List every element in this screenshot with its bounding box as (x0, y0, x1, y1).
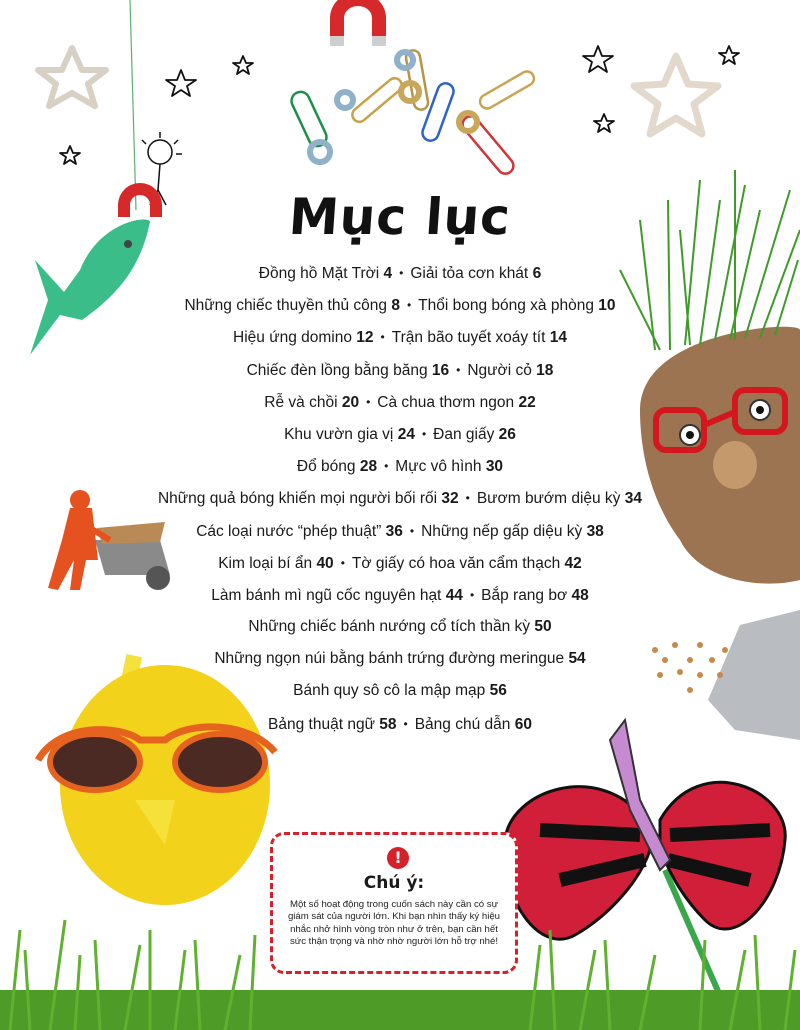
toc-entry-title: Đan giấy (433, 425, 495, 443)
toc-separator: • (409, 523, 415, 538)
toc-separator: • (366, 394, 371, 409)
toc-page-number: 4 (383, 265, 393, 282)
toc-line (130, 260, 670, 292)
toc-entry-title: Khu vườn gia vị (284, 425, 394, 443)
toc-page-number: 60 (514, 715, 532, 733)
toc-page-number: 34 (624, 490, 642, 508)
toc-page-number: 26 (498, 425, 516, 443)
toc-entry-title: Các loại nước “phép thuật” (196, 522, 382, 540)
toc-line (130, 324, 670, 356)
table-of-contents (130, 260, 670, 743)
toc-entry-title: Những quả bóng khiến mọi người bối rối (157, 490, 438, 508)
toc-separator: • (384, 459, 389, 474)
toc-page-number: 56 (489, 682, 507, 700)
star-icon (60, 146, 80, 164)
toc-line (130, 678, 670, 710)
toc-line (130, 582, 670, 614)
toc-separator: • (380, 330, 385, 345)
toc-separator: • (403, 716, 408, 731)
toc-separator: • (399, 266, 404, 280)
toc-entry-title: Những chiếc bánh nướng cổ tích thần kỳ (248, 618, 531, 636)
toc-separator: • (421, 426, 427, 441)
toc-line (130, 518, 670, 550)
toc-entry-title: Những nếp gấp diệu kỳ (421, 522, 583, 540)
star-icon (583, 46, 613, 72)
toc-page-number: 30 (485, 458, 504, 476)
yarn-star-right (634, 56, 718, 134)
toc-entry-title: Mực vô hình (395, 458, 482, 476)
toc-page-number: 36 (385, 522, 403, 540)
yarn-star-left (38, 48, 106, 106)
toc-line (130, 646, 670, 678)
toc-page-number: 10 (598, 297, 616, 315)
toc-line (130, 485, 670, 517)
toc-entry-title: Bảng chú dẫn (414, 715, 511, 733)
toc-line (130, 711, 670, 743)
toc-line (130, 389, 670, 421)
toc-entry-title: Bắp rang bơ (481, 586, 568, 604)
toc-page-number: 28 (359, 458, 378, 476)
seed-packet (652, 610, 800, 740)
toc-entry-title: Làm bánh mì ngũ cốc nguyên hạt (211, 586, 442, 604)
star-icon (594, 114, 614, 132)
note-title: Chú ý: (363, 873, 425, 893)
toc-entry-title: Trận bão tuyết xoáy tít (391, 329, 546, 347)
toc-separator: • (456, 362, 461, 377)
toc-separator: • (469, 587, 475, 602)
magnet-paperclips (289, 0, 537, 177)
toc-entry-title: Đồng hồ Mặt Trời (258, 265, 380, 282)
toc-page-number: 6 (532, 265, 542, 282)
toc-entry-title: Hiệu ứng domino (233, 329, 352, 347)
toc-page-number: 12 (356, 329, 374, 347)
toc-entry-title: Kim loại bí ẩn (218, 554, 313, 572)
caution-note (270, 832, 518, 974)
toc-entry-title: Những ngọn núi bằng bánh trứng đường meringue (214, 650, 565, 668)
toc-entry-title: Cà chua thơm ngon (377, 393, 515, 411)
toc-page-number: 14 (549, 329, 567, 347)
toc-entry-title: Đổ bóng (296, 458, 356, 476)
toc-page-number: 16 (431, 361, 450, 379)
toc-page-number: 44 (445, 586, 463, 604)
toc-page-number: 42 (564, 554, 582, 572)
page-title: Mục lục (287, 188, 513, 246)
toc-page-number: 40 (316, 554, 334, 572)
toc-page-number: 54 (568, 650, 586, 668)
toc-entry-title: Những chiếc thuyền thủ công (184, 297, 387, 315)
toc-page-number: 38 (586, 522, 604, 540)
toc-page-number: 48 (571, 586, 589, 604)
toc-line (130, 614, 670, 646)
star-icon (719, 46, 739, 64)
toc-line (130, 421, 670, 453)
toc-page-number: 50 (534, 618, 552, 636)
toc-line (130, 453, 670, 485)
toc-entry-title: Bươm bướm diệu kỳ (476, 490, 621, 508)
toc-entry-title: Giải tỏa cơn khát (410, 265, 529, 282)
toc-page-number: 32 (441, 490, 459, 508)
note-body: Một số hoạt động trong cuốn sách này cần có sự giám sát của người lớn. Khi bạn nhìn thấy ký hiệu nhắc nhở hình vòng tròn như ở trên, bạn cần hết sức thận trọng và nhờ nhờ người lớn hỗ trợ nhé! (287, 899, 501, 948)
exclamation-icon: ! (387, 847, 409, 869)
paper-butterfly (505, 720, 786, 1030)
star-icon (233, 56, 253, 74)
toc-page-number: 58 (379, 715, 397, 733)
toc-line (130, 550, 670, 582)
toc-entry-title: Bảng thuật ngữ (268, 715, 375, 733)
toc-line (130, 292, 670, 324)
toc-separator: • (465, 491, 470, 506)
toc-entry-title: Bánh quy sô cô la mập mạp (293, 682, 486, 700)
toc-page-number: 8 (391, 297, 400, 315)
toc-page-number: 24 (397, 425, 415, 443)
toc-separator: • (340, 555, 345, 570)
toc-entry-title: Thổi bong bóng xà phòng (418, 297, 594, 315)
toc-entry-title: Người cỏ (467, 361, 532, 379)
toc-page-number: 22 (518, 393, 536, 411)
toc-entry-title: Rễ và chồi (264, 393, 338, 411)
toc-page-number: 18 (536, 361, 554, 379)
toc-separator: • (406, 298, 412, 313)
star-icon (166, 70, 196, 96)
toc-entry-title: Chiếc đèn lồng bằng băng (246, 361, 428, 379)
toc-line (130, 357, 670, 389)
toc-page-number: 20 (341, 393, 360, 411)
toc-entry-title: Tờ giấy có hoa văn cẩm thạch (351, 554, 561, 572)
